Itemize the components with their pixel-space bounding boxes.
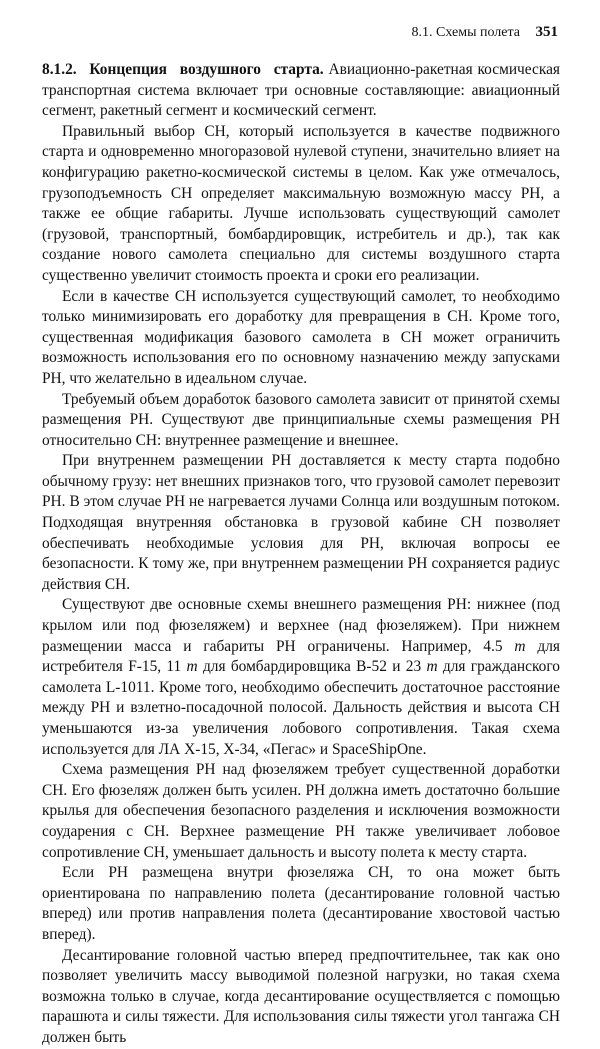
- paragraph: Требуемый объем доработок базового самолета зависит от принятой схемы размещения РН. Существуют две принципиальные схемы размещения РН относительно СН: внутреннее размещение и внешнее.: [42, 390, 560, 449]
- paragraph: Если РН размещена внутри фюзеляжа СН, то она может быть ориентирована по направлению полета (десантирование головной частью вперед) или против направления полета (десантирование хвостовой частью вперед).: [42, 864, 560, 943]
- paragraph: Схема размещения РН над фюзеляжем требует существенной доработки СН. Его фюзеляж должен быть усилен. РН должна иметь достаточно большие крылья для обеспечения безопасного разделения и исключения возможности соударения с СН. Верхнее размещение РН также увеличивает лобовое сопротивление СН, уменьшает дальность и высоту полета к месту старта.: [42, 761, 560, 861]
- paragraph: Десантирование головной частью вперед предпочтительнее, так как оно позволяет увеличить массу выводимой полезной нагрузки, но такая схема возможна только в случае, когда десантирование осуществляется с помощью парашюта и силы тяжести. Для использования силы тяжести угол тангажа СН должен быть: [42, 946, 560, 1046]
- paragraph: [42, 595, 560, 760]
- page-number: 351: [535, 24, 558, 40]
- paragraph: При внутреннем размещении РН доставляется к месту старта подобно обычному грузу: нет внешних признаков того, что грузовой самолет перевозит РН. В этом случае РН не нагревается лучами Солнца или воздушным потоком. Подходящая внутренняя обстановка в грузовой кабине СН позволяет обеспечивать необходимые условия для РН, включая вопросы ее безопасности. К тому же, при внутреннем размещении РН сохраняется радиус действия СН.: [42, 452, 560, 593]
- paragraph-text: Существуют две основные схемы внешнего размещения РН: нижнее (под крылом или под фюзеляжем) и верхнее (над фюзеляжем). При нижнем размещении масса и габариты РН ограничены. Например, 4.5: [42, 596, 560, 655]
- paragraph: Правильный выбор СН, который используется в качестве подвижного старта и одновременно многоразовой нулевой ступени, значительно влияет на конфигурацию ракетно-космической системы в целом. Как уже отмечалось, грузоподъемность СН определяет максимальную возможную массу РН, а также ее общие габариты. Лучше использовать существующий самолет (грузовой, транспортный, бомбардировщик, истребитель и др.), так как создание нового самолета специально для системы воздушного старта существенно увеличит стоимость проекта и сроки его реализации.: [42, 122, 560, 284]
- unit-tonne: т: [186, 658, 198, 676]
- paragraph-text: для бомбардировщика B-52 и 23: [197, 658, 427, 676]
- paragraph-text: для истребителя F-15, 11: [42, 637, 560, 676]
- unit-tonne: т: [514, 637, 526, 655]
- paragraph: [42, 60, 560, 122]
- paragraph: Если в качестве СН используется существующий самолет, то необходимо только минимизировать его доработку для превращения в СН. Кроме того, существенная модификация базового самолета в СН может ограничить возможность использования его по основному назначению между запусками РН, что желательно в идеальном случае.: [42, 287, 560, 387]
- running-head-section: 8.1. Схемы полета: [411, 25, 520, 40]
- running-head: [412, 24, 558, 41]
- unit-tonne: т: [426, 658, 438, 676]
- paragraph-text: для гражданского самолета L-1011. Кроме того, необходимо обеспечить достаточное расстояние между РН и взлетно-посадочной полосой. Дальность действия и высота СН уменьшаются из-за увеличения лобового сопротивления. Такая схема используется для ЛА X-15, X-34, «Пегас» и SpaceShipOne.: [42, 658, 560, 758]
- body-text: [42, 60, 560, 1049]
- paragraph-text: Авиационно-ракетная космическая транспортная система включает три основные составляющие: авиационный сегмент, ракетный сегмент и космический сегмент.: [42, 61, 560, 120]
- section-heading: 8.1.2. Концепция воздушного старта.: [42, 61, 324, 78]
